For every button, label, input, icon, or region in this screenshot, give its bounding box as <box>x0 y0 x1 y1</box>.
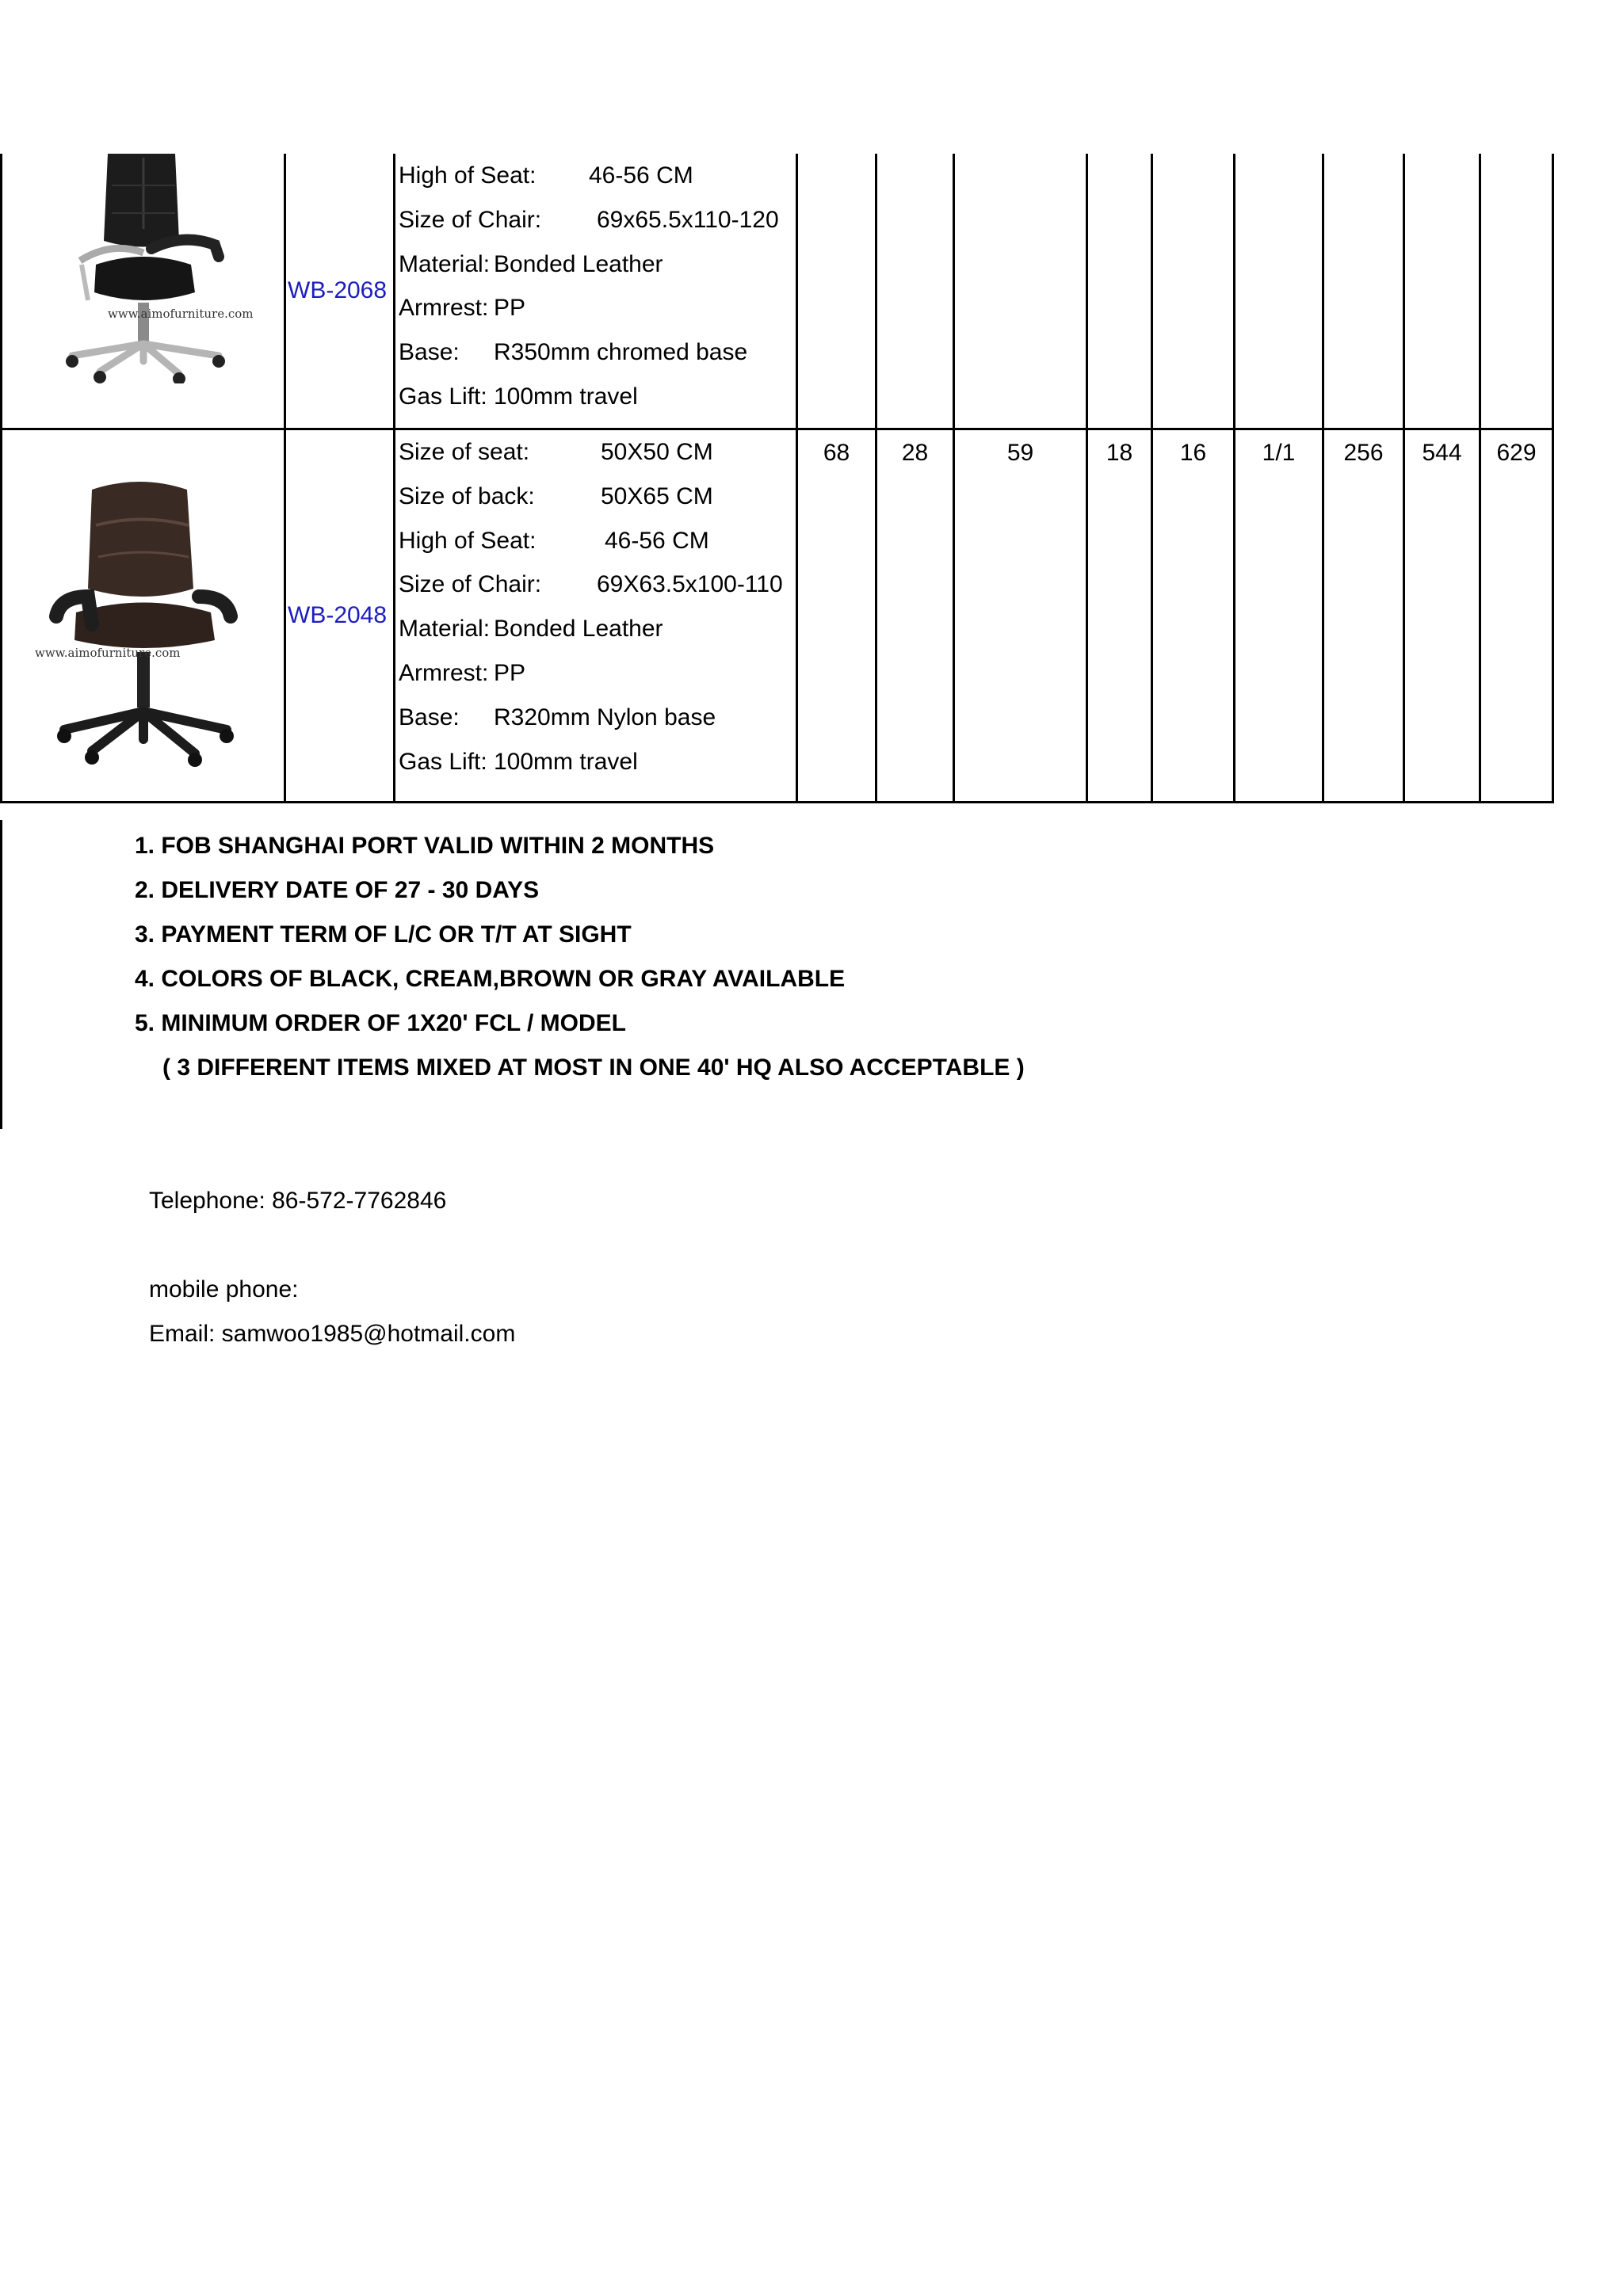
value-cell <box>797 154 876 429</box>
spec-base: Base: R320mm Nylon base <box>399 704 716 730</box>
value-cell: 18 <box>1087 429 1152 803</box>
note-item: ( 3 DIFFERENT ITEMS MIXED AT MOST IN ONE 40' HQ ALSO ACCEPTABLE ) <box>162 1055 1025 1081</box>
product-spec-table <box>0 154 1554 803</box>
model-number-cell: WB-2068 <box>285 154 395 429</box>
spec-armrest: Armrest: PP <box>399 295 526 322</box>
product-image-cell <box>2 429 285 803</box>
terms-notes <box>135 824 1025 1090</box>
value-cell: 16 <box>1152 429 1235 803</box>
office-chair-brown-image <box>13 478 274 795</box>
spec-high-of-seat: High of Seat: 46-56 CM <box>399 162 693 189</box>
value-cell: 28 <box>876 429 954 803</box>
value-cell: 68 <box>797 429 876 803</box>
value-cell <box>1480 154 1553 429</box>
spec-gas-lift: Gas Lift: 100mm travel <box>399 748 638 775</box>
value-cell <box>1404 154 1480 429</box>
watermark-text: www.aimofurniture.com <box>34 646 181 660</box>
spec-list <box>395 154 797 429</box>
value-cell <box>1087 154 1152 429</box>
note-item: 1. FOB SHANGHAI PORT VALID WITHIN 2 MONTHS <box>135 833 715 859</box>
spec-list <box>395 429 797 803</box>
product-image-cell <box>2 154 285 429</box>
value-cell <box>1235 154 1323 429</box>
value-cell <box>876 154 954 429</box>
office-chair-black-image <box>25 154 262 383</box>
spec-armrest: Armrest: PP <box>399 659 526 686</box>
spec-size-of-back: Size of back: 50X65 CM <box>399 482 713 509</box>
watermark-text: www.aimofurniture.com <box>107 307 254 321</box>
note-item: 2. DELIVERY DATE OF 27 - 30 DAYS <box>135 877 540 903</box>
value-cell: 544 <box>1404 429 1480 803</box>
note-item: 4. COLORS OF BLACK, CREAM,BROWN OR GRAY AVAILABLE <box>135 966 846 992</box>
telephone-line: Telephone: 86-572-7762846 <box>149 1188 447 1214</box>
value-cell: 629 <box>1480 429 1553 803</box>
table-row <box>2 429 1553 803</box>
table-row <box>2 154 1553 429</box>
spec-size-of-chair: Size of Chair: 69X63.5x100-110 <box>399 571 783 598</box>
spacer <box>149 1223 515 1268</box>
value-cell: 59 <box>954 429 1087 803</box>
value-cell <box>1323 154 1404 429</box>
contact-info <box>149 1179 515 1356</box>
value-cell: 1/1 <box>1235 429 1323 803</box>
spec-size-of-chair: Size of Chair: 69x65.5x110-120 <box>399 206 779 233</box>
value-cell: 256 <box>1323 429 1404 803</box>
spec-material: Material: Bonded Leather <box>399 250 663 277</box>
note-item: 3. PAYMENT TERM OF L/C OR T/T AT SIGHT <box>135 921 632 948</box>
spec-material: Material: Bonded Leather <box>399 616 663 643</box>
email-line[interactable]: Email: samwoo1985@hotmail.com <box>149 1321 516 1347</box>
mobile-line: mobile phone: <box>149 1276 299 1302</box>
spec-base: Base: R350mm chromed base <box>399 339 748 366</box>
spec-gas-lift: Gas Lift: 100mm travel <box>399 383 638 410</box>
model-number-cell: WB-2048 <box>285 429 395 803</box>
value-cell <box>954 154 1087 429</box>
spec-size-of-seat: Size of seat: 50X50 CM <box>399 439 713 465</box>
left-border-line <box>0 820 2 1129</box>
value-cell <box>1152 154 1235 429</box>
spec-high-of-seat: High of Seat: 46-56 CM <box>399 527 709 554</box>
note-item: 5. MINIMUM ORDER OF 1X20' FCL / MODEL <box>135 1010 626 1036</box>
